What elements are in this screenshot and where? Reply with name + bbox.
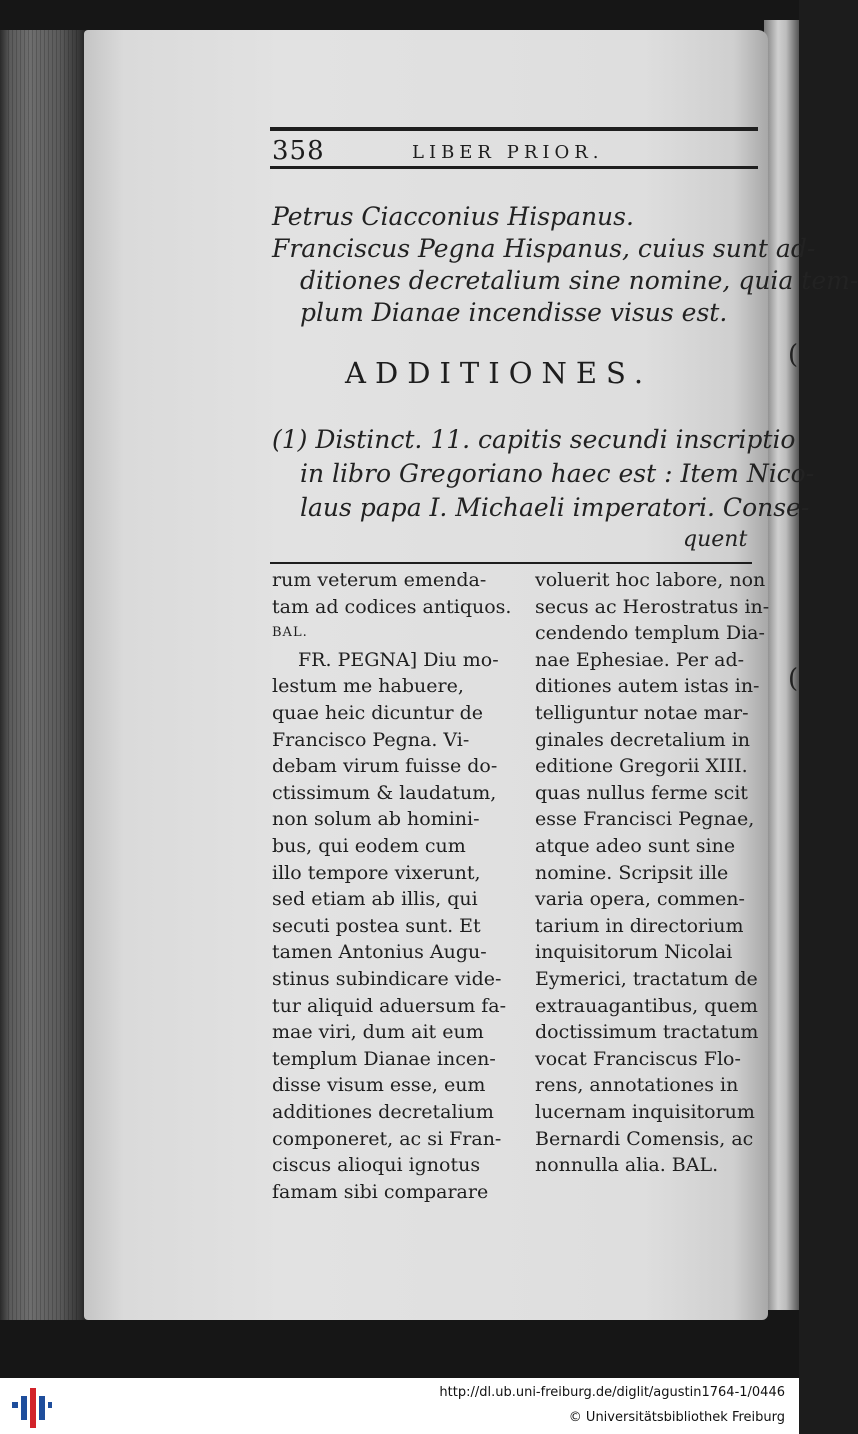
column-line: additiones decretalium: [272, 1101, 494, 1123]
running-head: [272, 136, 742, 166]
column-line: telliguntur notae mar-: [535, 702, 749, 724]
column-line: mae viri, dum ait eum: [272, 1021, 484, 1044]
catchword: quent: [683, 527, 748, 552]
page-edge-texture: [8, 30, 78, 1320]
column-line: bus, qui eodem cum: [272, 835, 466, 857]
facing-page-mark: (: [788, 340, 799, 370]
column-line: extrauagantibus, quem: [535, 994, 758, 1017]
column-line: tarium in directorium: [535, 914, 744, 937]
column-line: varia opera, commen-: [535, 888, 745, 911]
column-line: FR. PEGNA] Diu mo-: [298, 648, 499, 671]
column-line: nonnulla alia. BAL.: [535, 1154, 719, 1177]
column-line: doctissimum tractatum: [535, 1021, 759, 1044]
note-line: laus papa I. Michaeli imperatori. Conse-: [300, 493, 810, 522]
column-line: esse Francisci Pegnae,: [535, 808, 755, 831]
column-line: vocat Franciscus Flo-: [535, 1047, 741, 1070]
running-title: LIBER PRIOR.: [412, 142, 604, 163]
entry-line: ditiones decretalium sine nomine, quia tem-: [300, 266, 858, 295]
column-line: secuti postea sunt. Et: [272, 914, 481, 937]
column-line: secus ac Herostratus in-: [535, 595, 770, 618]
permalink-url[interactable]: http://dl.ub.uni-freiburg.de/diglit/agustin1764-1/0446: [439, 1385, 785, 1400]
copyright-notice: © Universitätsbibliothek Freiburg: [568, 1410, 785, 1425]
column-line: Eymerici, tractatum de: [535, 968, 758, 990]
column-line: Francisco Pegna. Vi-: [272, 728, 470, 751]
column-line: inquisitorum Nicolai: [535, 941, 733, 964]
column-line: Bernardi Comensis, ac: [535, 1127, 754, 1150]
page-number: 358: [272, 136, 325, 166]
column-line: rum veterum emenda-: [272, 569, 487, 591]
column-line: atque adeo sunt sine: [535, 835, 736, 857]
column-line: templum Dianae incen-: [272, 1047, 496, 1070]
column-rule: [270, 562, 752, 564]
column-line: rens, annotationes in: [535, 1074, 739, 1097]
entry-line: Franciscus Pegna Hispanus, cuius sunt ad-: [272, 234, 816, 263]
note-line: (1) Distinct. 11. capitis secundi inscriptio: [272, 425, 796, 454]
column-line: ditiones autem istas in-: [535, 675, 760, 698]
column-line: componeret, ac si Fran-: [272, 1127, 502, 1150]
column-line: cendendo templum Dia-: [535, 622, 765, 645]
header-rule-top: [270, 127, 758, 131]
column-line: nomine. Scripsit ille: [535, 861, 729, 884]
column-line: ginales decretalium in: [535, 728, 751, 751]
column-line: disse visum esse, eum: [272, 1074, 486, 1097]
entry-line: Petrus Ciacconius Hispanus.: [272, 202, 634, 231]
section-title: ADDITIONES.: [345, 356, 653, 390]
ub-freiburg-logo-icon[interactable]: [12, 1388, 52, 1428]
column-line: voluerit hoc labore, non: [535, 569, 766, 591]
column-line: nae Ephesiae. Per ad-: [535, 648, 745, 671]
column-line: lestum me habuere,: [272, 675, 464, 698]
column-line: illo tempore vixerunt,: [272, 861, 481, 884]
column-line: tur aliquid aduersum fa-: [272, 994, 507, 1017]
footer-bar: [0, 1378, 799, 1434]
header-rule-bottom: [270, 166, 758, 169]
entry-line: plum Dianae incendisse visus est.: [300, 298, 728, 327]
column-line: famam sibi comparare: [272, 1180, 489, 1203]
column-line: tam ad codices antiquos.: [272, 595, 512, 618]
column-line: editione Gregorii XIII.: [535, 755, 748, 778]
column-line: lucernam inquisitorum: [535, 1101, 755, 1123]
column-line: stinus subindicare vide-: [272, 968, 502, 990]
facing-page-mark: (: [788, 664, 799, 694]
note-line: in libro Gregoriano haec est : Item Nico-: [300, 459, 815, 488]
column-line: quas nullus ferme scit: [535, 781, 748, 804]
column-line: BAL.: [272, 625, 308, 641]
column-line: debam virum fuisse do-: [272, 755, 498, 778]
column-line: ctissimum & laudatum,: [272, 781, 497, 804]
column-line: non solum ab homini-: [272, 808, 480, 831]
column-line: sed etiam ab illis, qui: [272, 888, 478, 911]
column-line: quae heic dicuntur de: [272, 702, 484, 724]
column-line: ciscus alioqui ignotus: [272, 1154, 481, 1177]
column-line: tamen Antonius Augu-: [272, 941, 487, 964]
